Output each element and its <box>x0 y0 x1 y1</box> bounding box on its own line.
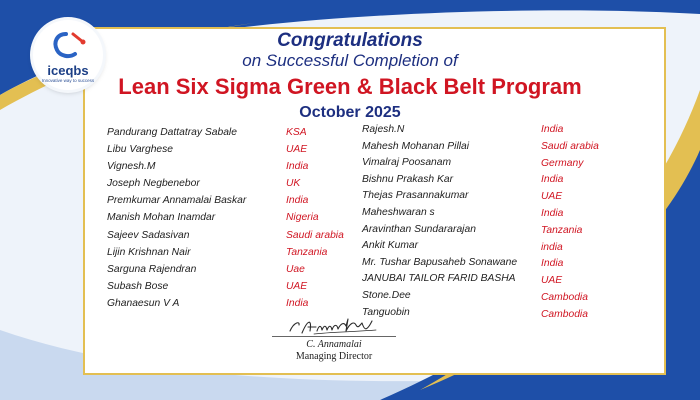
congratulations-title: Congratulations <box>277 30 423 51</box>
left-names-list <box>107 124 246 312</box>
participant-name: Manish Mohan Inamdar <box>107 212 216 224</box>
participant-country: India <box>286 297 309 309</box>
participant-country: India <box>541 207 564 219</box>
participant-name: Maheshwaran s <box>362 206 435 218</box>
participant-name: Thejas Prasannakumar <box>362 190 469 202</box>
participant-country: Nigeria <box>286 212 319 224</box>
program-title: Lean Six Sigma Green & Black Belt Program <box>118 74 582 99</box>
participant-country: Uae <box>286 263 305 275</box>
participant-name: Subash Bose <box>107 280 169 292</box>
signature-line <box>272 336 396 337</box>
right-names-list <box>362 122 517 321</box>
participant-name: Vimalraj Poosanam <box>362 157 452 169</box>
left-countries-list <box>286 124 344 312</box>
participant-name: Mahesh Mohanan Pillai <box>362 140 470 152</box>
participant-country: Cambodia <box>541 308 588 320</box>
participant-name: Vignesh.M <box>107 161 156 173</box>
participant-country: Tanzania <box>286 246 328 258</box>
participant-country: India <box>286 161 309 173</box>
participant-name: JANUBAI TAILOR FARID BASHA <box>362 273 516 285</box>
participant-name: Rajesh.N <box>362 124 405 135</box>
participant-name: Libu Varghese <box>107 144 174 156</box>
right-countries-list <box>541 122 599 324</box>
participant-name: Sajeev Sadasivan <box>107 229 190 241</box>
participant-country: india <box>541 241 563 253</box>
participant-name: Pandurang Dattatray Sabale <box>107 127 237 138</box>
participant-country: India <box>541 124 564 135</box>
logo-tagline: Innovative way to success <box>41 78 95 83</box>
participant-country: Germany <box>541 157 584 169</box>
completion-subtitle: on Successful Completion of <box>242 51 458 70</box>
participant-name: Stone.Dee <box>362 289 411 301</box>
participant-name: Ankit Kumar <box>362 240 419 252</box>
participant-name: Bishnu Prakash Kar <box>362 173 454 185</box>
participant-name: Mr. Tushar Bapusaheb Sonawane <box>362 256 518 268</box>
participant-country: UAE <box>541 275 563 287</box>
program-date: October 2025 <box>299 104 401 121</box>
participant-country: India <box>541 258 564 270</box>
participant-country: UAE <box>286 144 308 156</box>
participant-country: Saudi arabia <box>286 229 344 241</box>
participant-country: UK <box>286 178 301 190</box>
participant-country: UAE <box>541 191 563 203</box>
participant-country: Tanzania <box>541 224 583 236</box>
signer-name: C. Annamalai <box>306 339 362 350</box>
signer-title: Managing Director <box>295 351 373 362</box>
participant-country: Cambodia <box>541 291 588 303</box>
participant-country: Saudi arabia <box>541 140 599 152</box>
participant-country: KSA <box>286 127 307 138</box>
participant-name: Ghanaesun V A <box>107 297 180 309</box>
participant-name: Lijin Krishnan Nair <box>107 246 191 258</box>
participant-name: Premkumar Annamalai Baskar <box>107 195 247 207</box>
participant-country: UAE <box>286 280 308 292</box>
participant-country: India <box>286 195 309 207</box>
participant-country: India <box>541 174 564 186</box>
logo-name: iceqbs <box>47 63 89 78</box>
participant-name: Joseph Negbenebor <box>107 178 200 190</box>
participant-name: Sarguna Rajendran <box>107 263 197 275</box>
participant-name: Tanguobin <box>362 306 410 318</box>
participant-name: Aravinthan Sundararajan <box>362 223 476 235</box>
